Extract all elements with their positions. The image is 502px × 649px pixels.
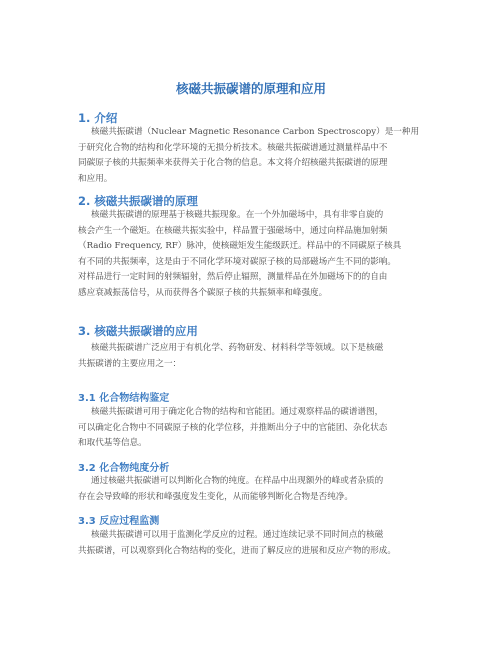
paragraph-line: 核磁共振碳谱可用于确定化合物的结构和官能团。通过观察样品的碳谱谱图， (91, 407, 384, 417)
subsection-heading-purity: 3.2 化合物纯度分析 (78, 463, 170, 474)
subsection-heading-monitoring: 3.3 反应过程监测 (78, 516, 160, 527)
paragraph-line: 核会产生一个磁矩。在核磁共振实验中，样品置于强磁场中，通过向样品施加射频 (78, 225, 388, 236)
paragraph-line: 于研究化合物的结构和化学环境的无损分析技术。核磁共振碳谱通过测量样品中不 (78, 142, 388, 153)
paragraph-line: 和取代基等信息。 (78, 438, 147, 448)
paragraph-line: 可以确定化合物中不同碳原子核的化学位移，并推断出分子中的官能团、杂化状态 (78, 422, 388, 433)
paragraph-line: 存在会导致峰的形状和峰强度发生变化，从而能够判断化合物是否纯净。 (78, 491, 354, 502)
paragraph-line: 共振碳谱，可以观察到化合物结构的变化，进而了解反应的进展和反应产物的形成。 (78, 545, 396, 556)
paragraph-line: 核磁共振碳谱的原理基于核磁共振现象。在一个外加磁场中，具有非零自旋的 (91, 210, 384, 220)
section-paragraph-principle (78, 208, 438, 301)
paragraph-line: 共振碳谱的主要应用之一： (78, 358, 182, 369)
section-heading-introduction: 1. 介绍 (78, 111, 118, 125)
subsection-paragraph-monitoring (78, 528, 438, 559)
section-heading-principle: 2. 核磁共振碳谱的原理 (78, 194, 198, 208)
subsection-paragraph-purity (78, 474, 438, 505)
subsection-paragraph-structure (78, 405, 438, 452)
paragraph-line: 有不同的共振频率，这是由于不同化学环境对碳原子核的局部磁场产生不同的影响。 (78, 256, 396, 267)
section-paragraph-applications (78, 341, 438, 372)
paragraph-line: 核磁共振碳谱广泛应用于有机化学、药物研发、材料科学等领域。以下是核磁 (91, 343, 384, 353)
paragraph-line: 同碳原子核的共振频率来获得关于化合物的信息。本文将介绍核磁共振碳谱的原理 (78, 158, 388, 168)
paragraph-line: 和应用。 (78, 173, 113, 184)
paragraph-line: 感应衰减振荡信号，从而获得各个碳原子核的共振频率和峰强度。 (78, 287, 328, 298)
paragraph-line: （Radio Frequency, RF）脉冲，使核磁矩发生能级跃迁。样品中的不同碳原子核具 (78, 241, 402, 251)
paragraph-line: 核磁共振碳谱可以用于监测化学反应的过程。通过连续记录不同时间点的核磁 (91, 530, 384, 540)
section-paragraph-introduction (78, 125, 438, 187)
subsection-heading-structure: 3.1 化合物结构鉴定 (78, 393, 170, 404)
page-title: 核磁共振碳谱的原理和应用 (175, 81, 326, 96)
paragraph-line: 对样品进行一定时间的射频辐射，然后停止辐照，测量样品在外加磁场下的的自由 (78, 272, 388, 282)
paragraph-line: 通过核磁共振碳谱可以判断化合物的纯度。在样品中出现额外的峰或者杂质的 (91, 476, 384, 486)
paragraph-line: 核磁共振碳谱（Nuclear Magnetic Resonance Carbon Spectroscopy）是一种用 (91, 127, 420, 137)
section-heading-applications: 3. 核磁共振碳谱的应用 (78, 324, 198, 338)
